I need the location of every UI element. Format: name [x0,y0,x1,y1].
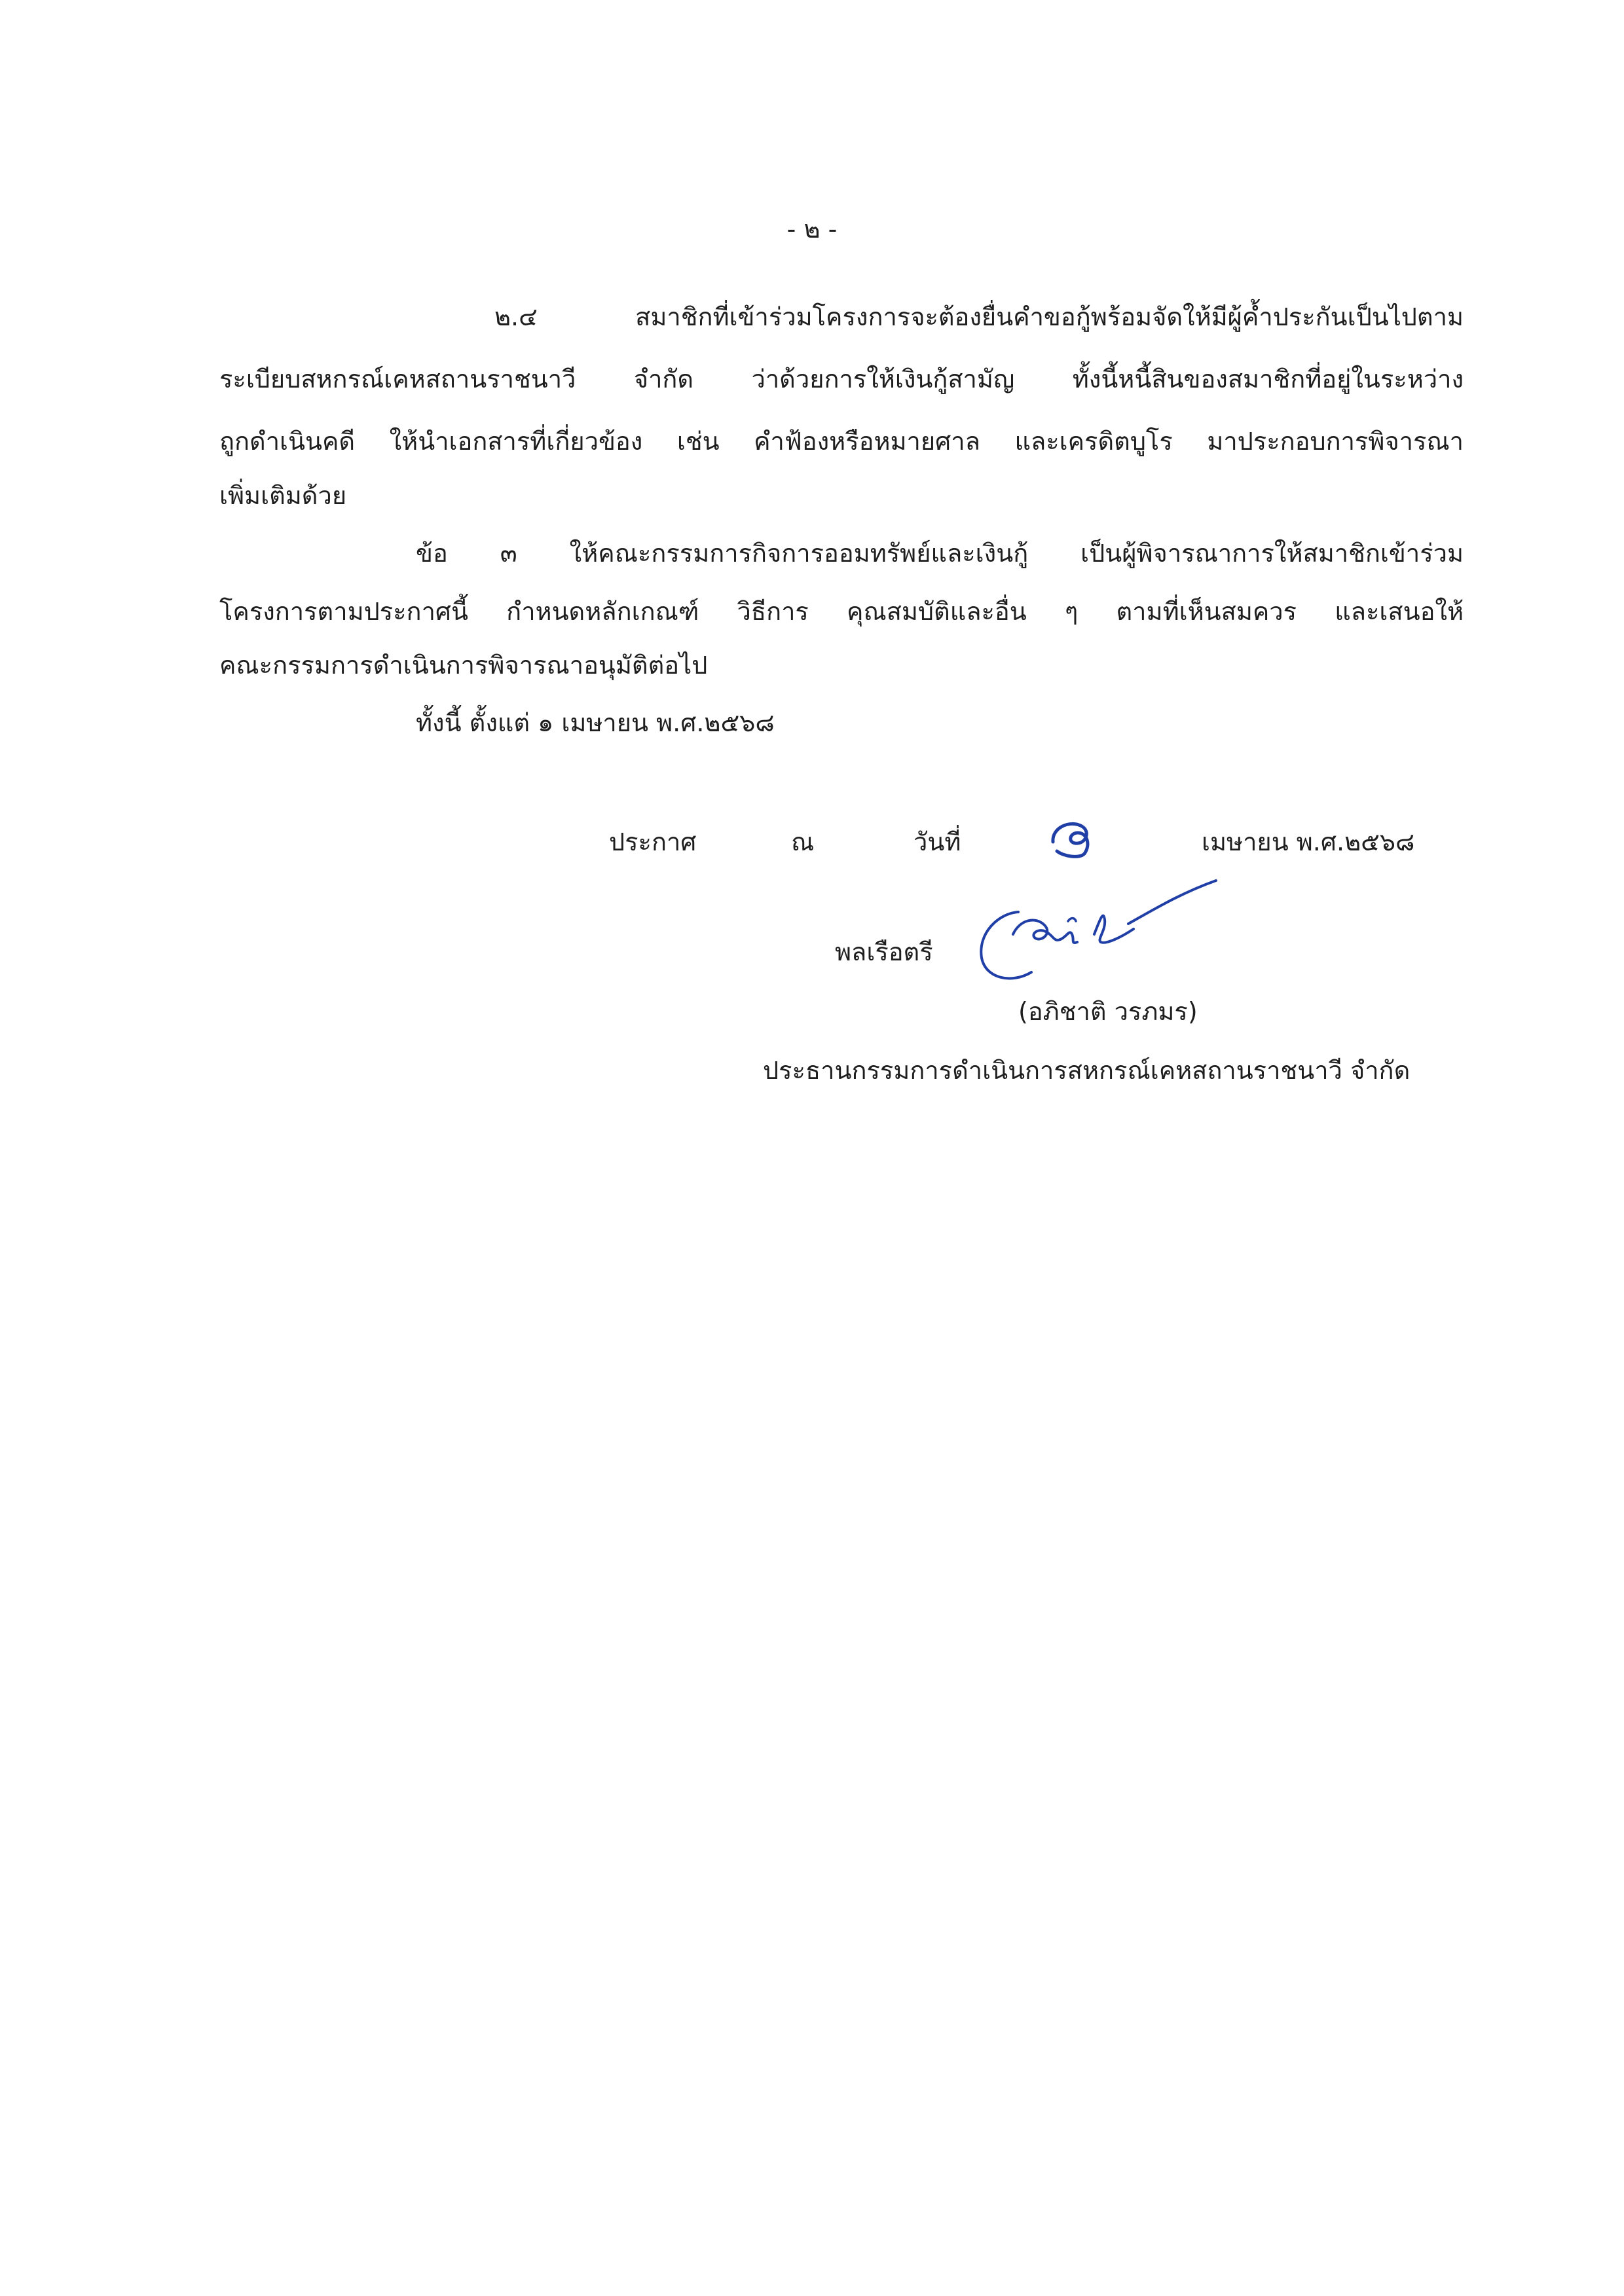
page-number: - ๒ - [786,215,838,244]
article-3-line-1: ข้อ ๓ ให้คณะกรรมการกิจการออมทรัพย์และเงินกู้ เป็นผู้พิจารณาการให้สมาชิกเข้าร่วม [416,539,1464,568]
effective-date: ทั้งนี้ ตั้งแต่ ๑ เมษายน พ.ศ.๒๕๖๘ [416,708,775,737]
handwritten-signature [972,874,1221,995]
handwritten-day-number [1048,813,1107,859]
announcement-month-year: เมษายน พ.ศ.๒๕๖๘ [1202,828,1415,856]
signatory-name: (อภิชาติ วรภมร) [1018,997,1198,1026]
signatory-rank: พลเรือตรี [835,938,933,966]
announcement-label: ประกาศ [609,828,697,856]
clause-2-4-line-4: เพิ่มเติมด้วย [219,481,347,510]
article-3-line-2: โครงการตามประกาศนี้ กำหนดหลักเกณฑ์ วิธีการ คุณสมบัติและอื่น ๆ ตามที่เห็นสมควร และเสนอให้ [219,597,1464,626]
signatory-position: ประธานกรรมการดำเนินการสหกรณ์เคหสถานราชนาวี จำกัด [763,1056,1411,1085]
clause-2-4-line-2: ระเบียบสหกรณ์เคหสถานราชนาวี จำกัด ว่าด้วยการให้เงินกู้สามัญ ทั้งนี้หนี้สินของสมาชิกที่อยู่ในระหว่าง [219,365,1464,393]
clause-2-4-line-1: ๒.๔ สมาชิกที่เข้าร่วมโครงการจะต้องยื่นคำขอกู้พร้อมจัดให้มีผู้ค้ำประกันเป็นไปตาม [494,302,1464,331]
article-3-line-3: คณะกรรมการดำเนินการพิจารณาอนุมัติต่อไป [219,651,708,680]
clause-2-4-line-3: ถูกดำเนินคดี ให้นำเอกสารที่เกี่ยวข้อง เช่น คำฟ้องหรือหมายศาล และเครดิตบูโร มาประกอบการพิจารณา [219,427,1464,456]
announcement-at: ณ [791,828,815,856]
announcement-day-label: วันที่ [913,828,961,856]
